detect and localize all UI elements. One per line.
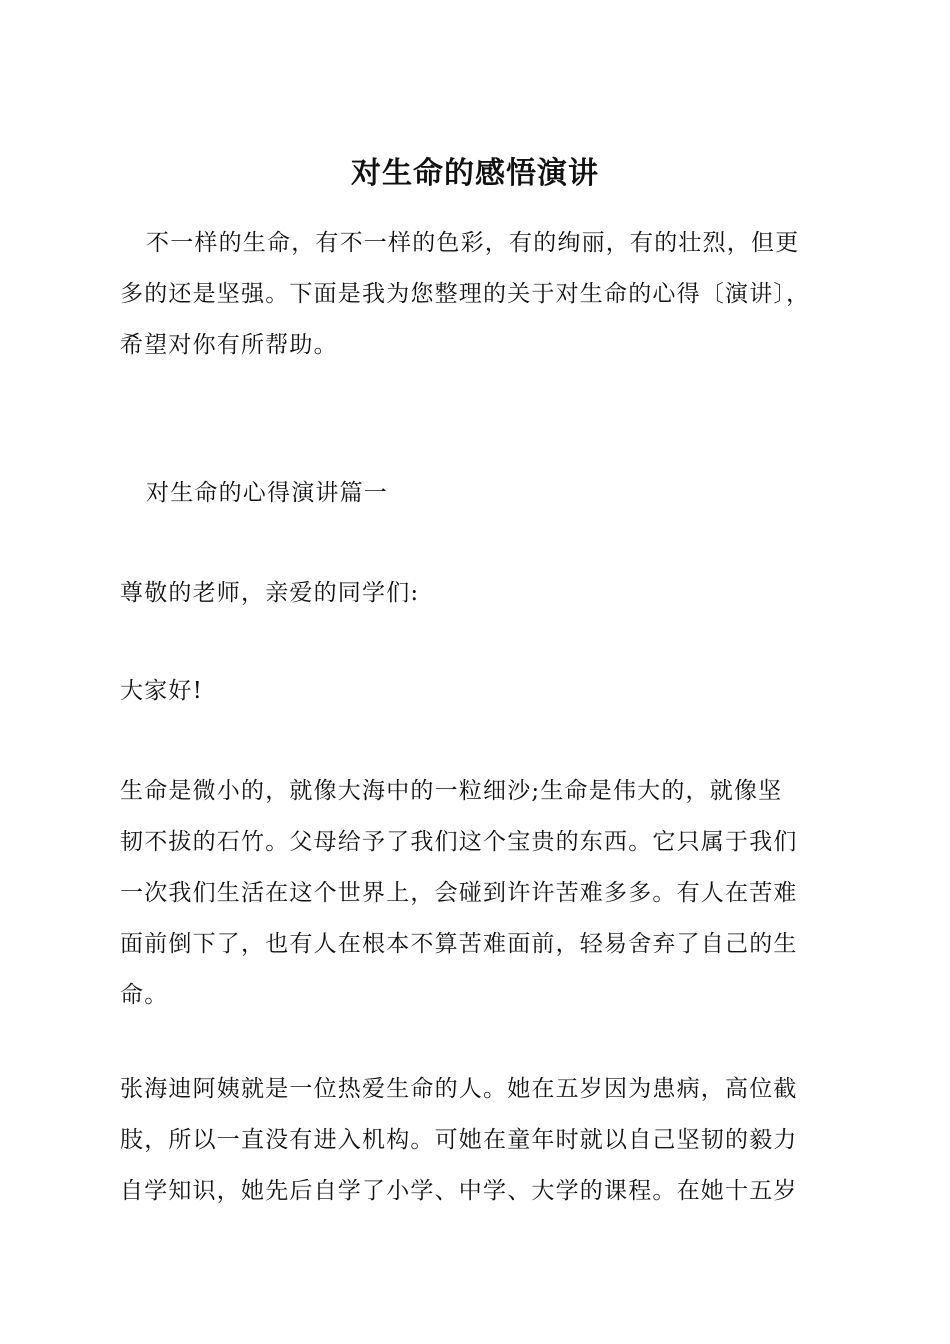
- paragraph-line: 一次我们生活在这个世界上，会碰到许许苦难多多。有人在苦难: [120, 880, 798, 906]
- paragraph-line: 自学知识，她先后自学了小学、中学、大学的课程。在她十五岁: [120, 1178, 798, 1204]
- intro-line: 希望对你有所帮助。: [120, 332, 338, 358]
- body-paragraph-2: [120, 1064, 836, 1217]
- paragraph-line: 韧不拔的石竹。父母给予了我们这个宝贵的东西。它只属于我们: [120, 829, 798, 855]
- paragraph-line: 肢，所以一直没有进入机构。可她在童年时就以自己坚韧的毅力: [120, 1127, 798, 1153]
- body-paragraph-1: [120, 766, 836, 1021]
- section-heading: [120, 468, 836, 519]
- section-heading-text: 对生命的心得演讲篇一: [146, 480, 388, 506]
- intro-paragraph: [120, 218, 836, 371]
- paragraph-line: 张海迪阿姨就是一位热爱生命的人。她在五岁因为患病，高位截: [120, 1076, 798, 1102]
- greeting-text: 大家好!: [120, 678, 204, 704]
- greeting: [120, 666, 836, 717]
- intro-line: 多的还是坚强。下面是我为您整理的关于对生命的心得〔演讲〕，: [120, 281, 811, 307]
- paragraph-line: 生命是微小的，就像大海中的一粒细沙;生命是伟大的，就像坚: [120, 778, 783, 804]
- salutation-text: 尊敬的老师，亲爱的同学们:: [120, 580, 420, 606]
- document-title: 对生命的感悟演讲: [351, 156, 599, 191]
- intro-line: 不一样的生命，有不一样的色彩，有的绚丽，有的壮烈，但更: [146, 230, 800, 256]
- paragraph-line: 命。: [120, 982, 169, 1008]
- salutation: [120, 568, 836, 619]
- paragraph-line: 面前倒下了，也有人在根本不算苦难面前，轻易舍弃了自己的生: [120, 931, 798, 957]
